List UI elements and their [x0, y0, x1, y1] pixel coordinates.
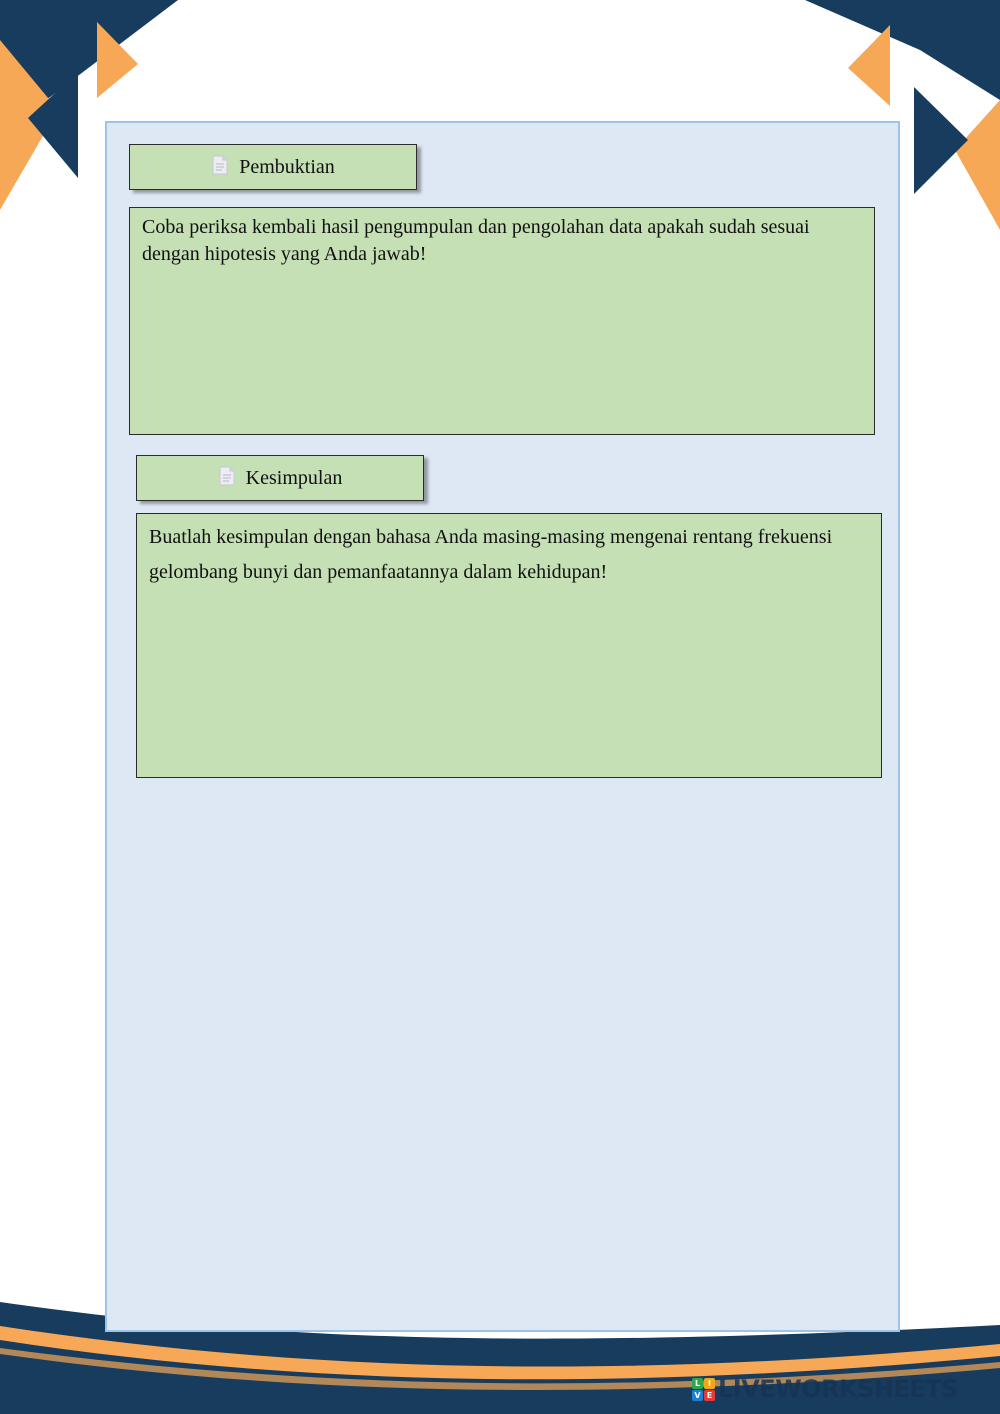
- answer-box-pembuktian[interactable]: [129, 207, 875, 435]
- section-prompt: Buatlah kesimpulan dengan bahasa Anda masing-masing mengenai rentang frekuensi gelombang bunyi dan pemanfaatannya dalam kehidupan!: [149, 526, 833, 583]
- logo-letter: V: [692, 1390, 703, 1401]
- section-title: Pembuktian: [239, 155, 335, 178]
- answer-box-kesimpulan[interactable]: [136, 513, 882, 778]
- section-prompt: Coba periksa kembali hasil pengumpulan dan pengolahan data apakah sudah sesuai dengan hipotesis yang Anda jawab!: [142, 216, 810, 265]
- section-header-kesimpulan: [136, 455, 424, 501]
- logo-letter: E: [704, 1390, 715, 1401]
- watermark-text: LIVEWORKSHEETS: [718, 1375, 958, 1403]
- liveworksheets-watermark: [692, 1374, 958, 1404]
- document-icon: [211, 155, 229, 175]
- section-header-pembuktian: [129, 144, 417, 190]
- logo-letter: L: [692, 1378, 703, 1389]
- document-icon: [218, 466, 236, 486]
- section-title: Kesimpulan: [245, 466, 343, 489]
- liveworksheets-logo: [692, 1378, 715, 1401]
- logo-letter: I: [704, 1378, 715, 1389]
